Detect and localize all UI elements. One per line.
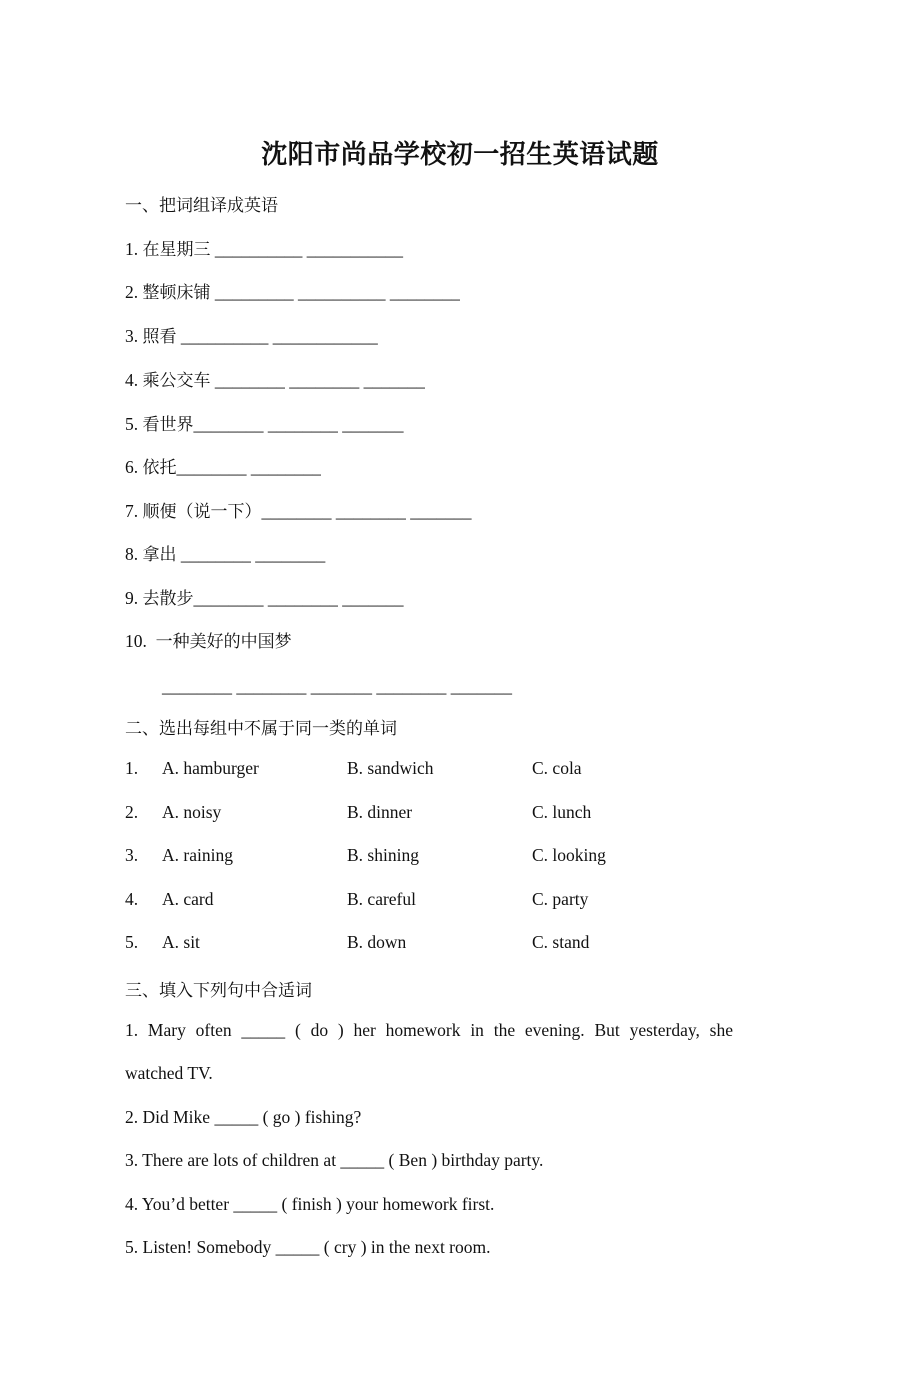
item-number: 7.	[125, 501, 139, 521]
section1-item	[125, 584, 404, 609]
item-text: 依托	[142, 458, 177, 478]
option-c: C. stand	[532, 932, 590, 952]
option-c: C. lunch	[532, 802, 592, 822]
section3-heading: 三、填入下列句中合适词	[125, 981, 312, 1001]
section1-item	[125, 410, 404, 435]
item-number: 5.	[125, 414, 139, 434]
item-text: 去散步	[142, 589, 194, 609]
question-3: 3. There are lots of children at _____ ( Ben ) birthday party.	[125, 1150, 544, 1170]
option-a: A. card	[162, 889, 214, 909]
section1-item	[125, 235, 403, 260]
item-number: 3.	[125, 326, 139, 346]
answer-blank: __________ ___________	[210, 239, 403, 259]
section1-item	[125, 322, 378, 347]
option-b: B. sandwich	[347, 758, 434, 778]
item-text: 顺便（说一下）	[142, 502, 262, 522]
question-4: 4. You’d better _____ ( finish ) your homework first.	[125, 1194, 495, 1214]
section1-item	[125, 497, 472, 522]
item-text: 拿出	[142, 545, 177, 565]
question-1: 1. Mary often _____ ( do ) her homework in the evening. But yesterday, she	[125, 1020, 733, 1040]
answer-blank: __________ ____________	[176, 326, 378, 346]
row-number: 1.	[125, 758, 139, 778]
section2-heading: 二、选出每组中不属于同一类的单词	[125, 719, 397, 739]
question-5: 5. Listen! Somebody _____ ( cry ) in the next room.	[125, 1237, 491, 1257]
item-number: 4.	[125, 370, 139, 390]
item-text: 整顿床铺	[142, 283, 211, 303]
row-number: 5.	[125, 932, 139, 952]
item-text: 照看	[142, 327, 177, 347]
row-number: 3.	[125, 845, 139, 865]
option-c: C. looking	[532, 845, 606, 865]
option-a: A. raining	[162, 845, 233, 865]
item-number: 2.	[125, 282, 139, 302]
section1-item	[125, 627, 292, 652]
item-number: 9.	[125, 588, 139, 608]
answer-blank: ________ ________ _______	[210, 370, 425, 390]
item-text: 在星期三	[142, 240, 211, 260]
option-b: B. dinner	[347, 802, 413, 822]
row-number: 4.	[125, 889, 139, 909]
option-c: C. party	[532, 889, 589, 909]
question-2: 2. Did Mike _____ ( go ) fishing?	[125, 1107, 362, 1127]
option-a: A. sit	[162, 932, 200, 952]
item-text: 一种美好的中国梦	[155, 632, 292, 652]
answer-blank-line: ________ ________ _______ ________ _______	[162, 676, 512, 696]
page-title: 沈阳市尚品学校初一招生英语试题	[261, 140, 659, 170]
row-number: 2.	[125, 802, 139, 822]
answer-blank: ________ ________ _______	[261, 501, 472, 521]
answer-blank: ________ ________ _______	[193, 414, 404, 434]
section1-heading: 一、把词组译成英语	[125, 196, 278, 216]
option-c: C. cola	[532, 758, 582, 778]
item-number: 8.	[125, 544, 139, 564]
option-a: A. noisy	[162, 802, 222, 822]
item-number: 6.	[125, 457, 139, 477]
section1-item	[125, 278, 460, 303]
option-b: B. careful	[347, 889, 416, 909]
answer-blank: ________ ________	[176, 457, 321, 477]
item-number: 10.	[125, 631, 147, 651]
section1-item	[125, 453, 321, 478]
option-b: B. shining	[347, 845, 419, 865]
option-a: A. hamburger	[162, 758, 259, 778]
item-number: 1.	[125, 239, 139, 259]
answer-blank: ________ ________	[176, 544, 326, 564]
question-1-continuation: watched TV.	[125, 1063, 213, 1083]
item-text: 乘公交车	[142, 371, 211, 391]
section1-item	[125, 540, 325, 565]
item-text: 看世界	[142, 415, 194, 435]
answer-blank: _________ __________ ________	[210, 282, 460, 302]
section1-item	[125, 366, 425, 391]
option-b: B. down	[347, 932, 407, 952]
answer-blank: ________ ________ _______	[193, 588, 404, 608]
